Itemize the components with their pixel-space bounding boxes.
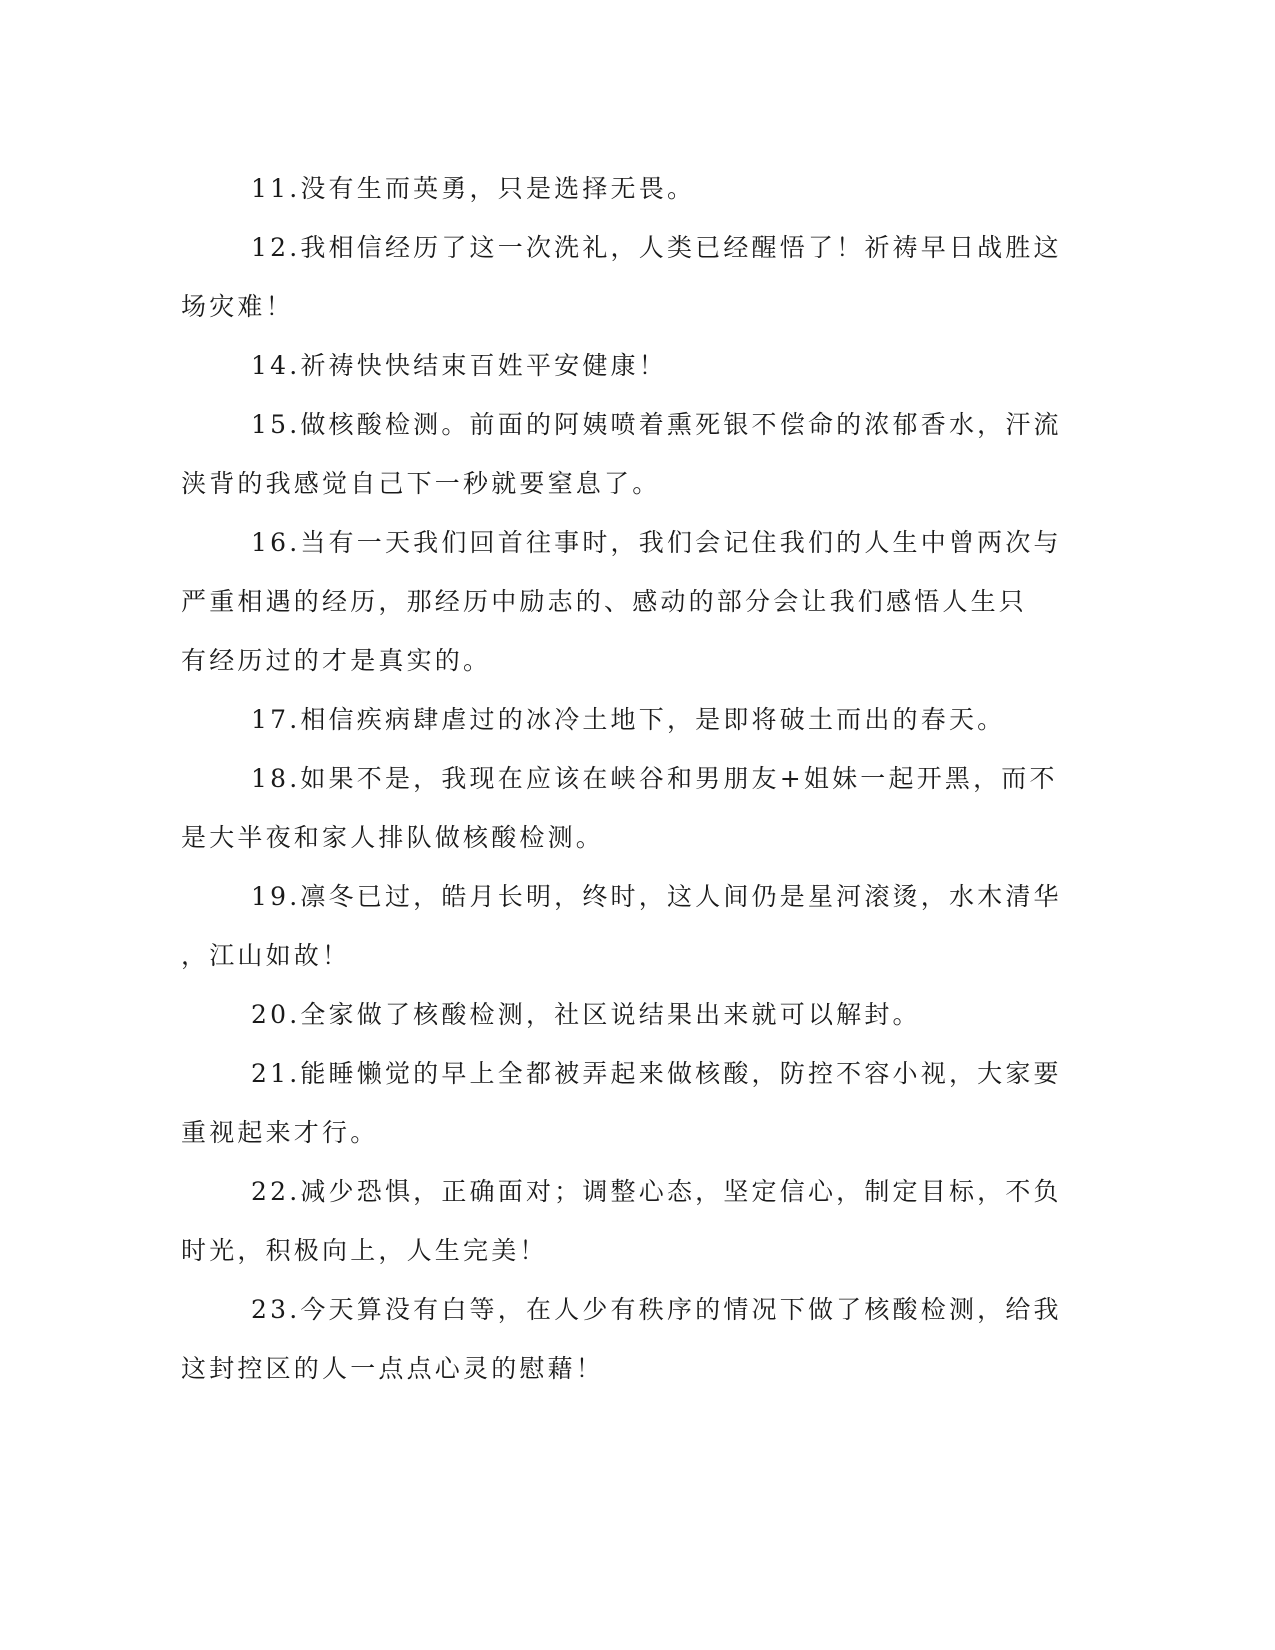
paragraph-15 <box>181 395 1062 513</box>
paragraph-line: 有经历过的才是真实的。 <box>181 646 492 675</box>
paragraph-line: 场灾难！ <box>181 292 294 321</box>
paragraph-line: 18.如果不是，我现在应该在峡谷和男朋友+姐妹一起开黑，而不 <box>251 764 1058 793</box>
paragraph-line: 23.今天算没有白等，在人少有秩序的情况下做了核酸检测，给我 <box>251 1295 1062 1324</box>
paragraph-line: 21.能睡懒觉的早上全都被弄起来做核酸，防控不容小视，大家要 <box>251 1059 1062 1088</box>
paragraph-16 <box>181 513 1062 690</box>
paragraph-line: 17.相信疾病肆虐过的冰冷土地下，是即将破土而出的春天。 <box>251 705 1006 734</box>
paragraph-line: 15.做核酸检测。前面的阿姨喷着熏死银不偿命的浓郁香水，汗流 <box>251 410 1062 439</box>
paragraph-line: 12.我相信经历了这一次洗礼，人类已经醒悟了！祈祷早日战胜这 <box>251 233 1062 262</box>
paragraph-14 <box>181 336 1041 395</box>
paragraph-line: 时光，积极向上，人生完美！ <box>181 1236 548 1265</box>
paragraph-line: 22.减少恐惧，正确面对；调整心态，坚定信心，制定目标，不负 <box>251 1177 1062 1206</box>
paragraph-line: 16.当有一天我们回首往事时，我们会记住我们的人生中曾两次与 <box>251 528 1062 557</box>
paragraph-line: 19.凛冬已过，皓月长明，终时，这人间仍是星河滚烫，水木清华 <box>251 882 1062 911</box>
paragraph-18 <box>181 749 1058 867</box>
paragraph-line: 20.全家做了核酸检测，社区说结果出来就可以解封。 <box>251 1000 921 1029</box>
paragraph-20 <box>181 985 1041 1044</box>
paragraph-23 <box>181 1280 1062 1398</box>
paragraph-line: 11.没有生而英勇，只是选择无畏。 <box>251 174 696 203</box>
paragraph-12 <box>181 218 1062 336</box>
paragraph-11 <box>181 159 1041 218</box>
paragraph-22 <box>181 1162 1062 1280</box>
paragraph-line: 14.祈祷快快结束百姓平安健康！ <box>251 351 667 380</box>
paragraph-17 <box>181 690 1041 749</box>
paragraph-line: 是大半夜和家人排队做核酸检测。 <box>181 823 605 852</box>
document-body <box>181 159 1062 1398</box>
paragraph-line: 重视起来才行。 <box>181 1118 379 1147</box>
paragraph-line: 严重相遇的经历，那经历中励志的、感动的部分会让我们感悟人生只 <box>181 587 1028 616</box>
paragraph-line: ，江山如故！ <box>181 941 351 970</box>
paragraph-21 <box>181 1044 1062 1162</box>
paragraph-19 <box>181 867 1062 985</box>
paragraph-line: 浃背的我感觉自己下一秒就要窒息了。 <box>181 469 661 498</box>
paragraph-line: 这封控区的人一点点心灵的慰藉！ <box>181 1354 605 1383</box>
